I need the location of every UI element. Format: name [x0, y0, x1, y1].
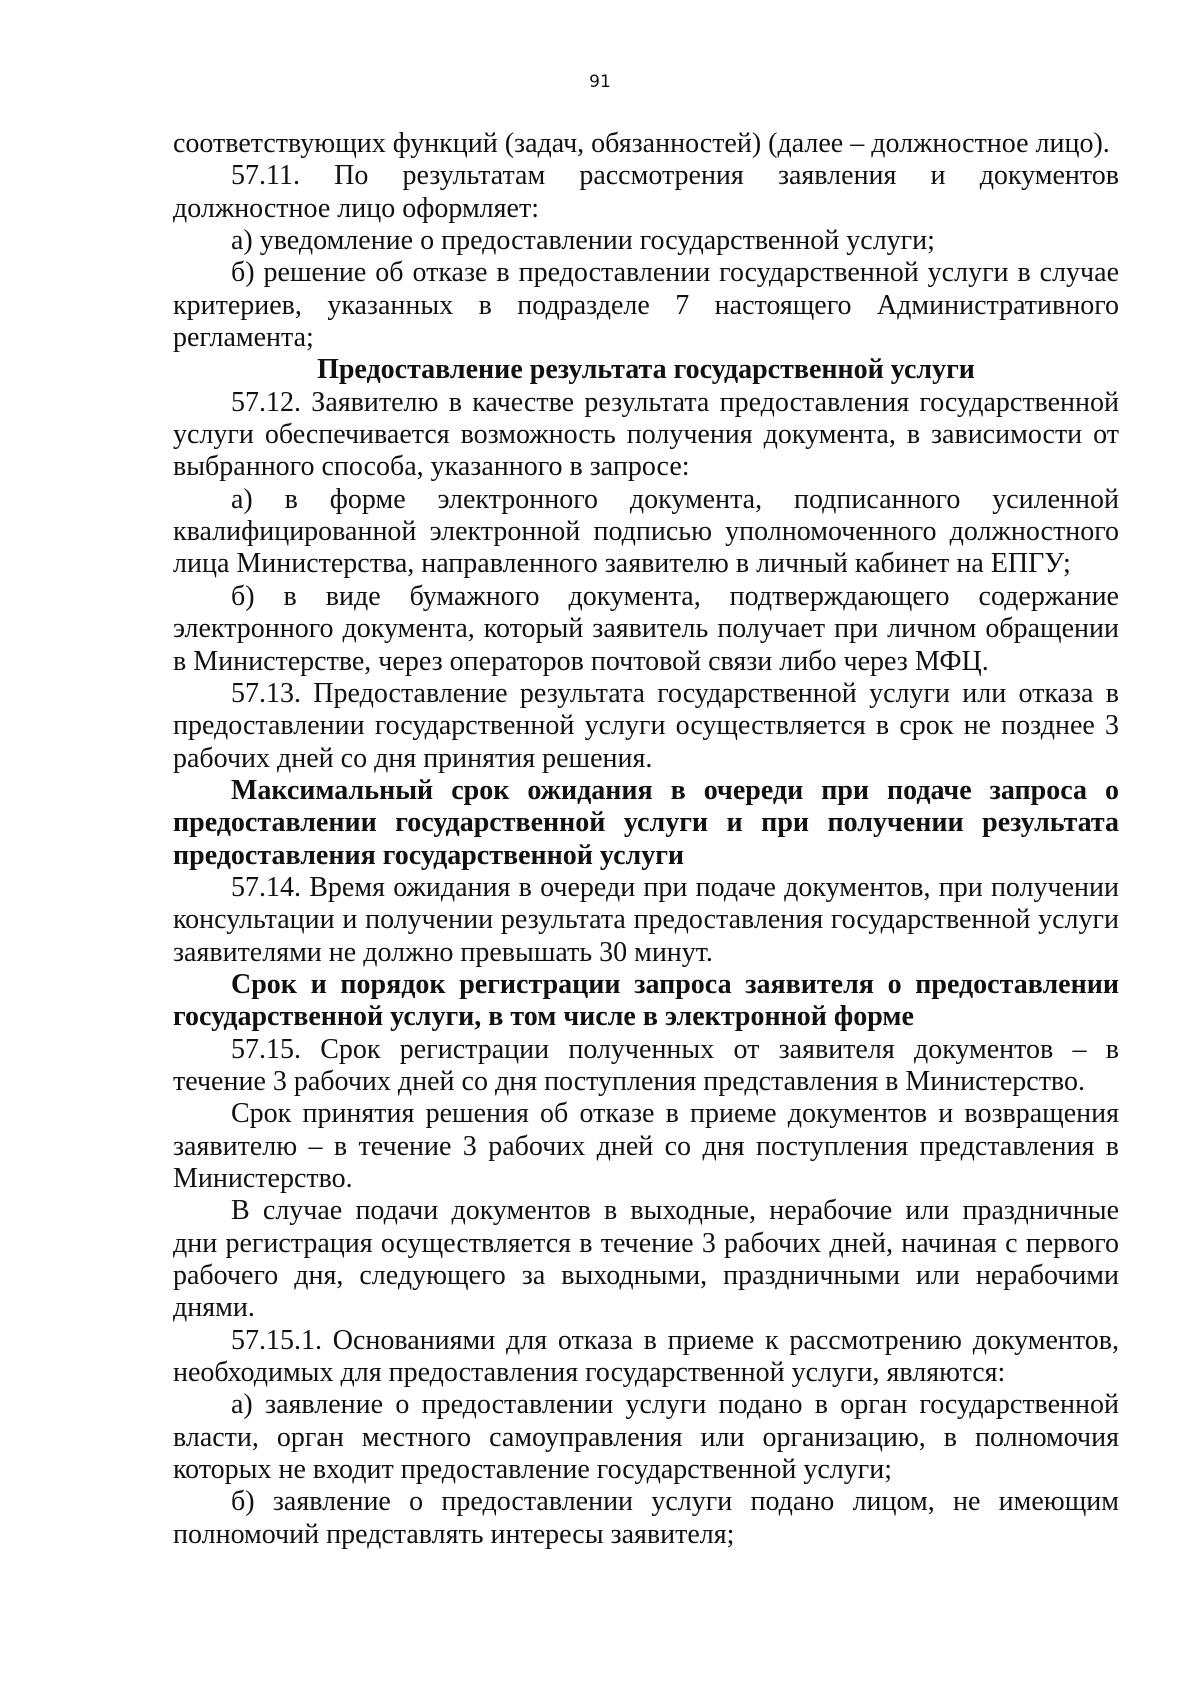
list-item-b-no-authority: б) заявление о предоставлении услуги подано лицом, не имеющим полномочий представлять интересы заявителя; [173, 1486, 1119, 1550]
paragraph-57-13: 57.13. Предоставление результата государственной услуги или отказа в предоставлении государственной услуги осуществляется в срок не позднее 3 рабочих дней со дня принятия решения. [173, 677, 1119, 774]
list-item-a-electronic-document: а) в форме электронного документа, подписанного усиленной квалифицированной электронной подписью уполномоченного должностного лица Министерства, направленного заявителю в личный кабинет на ЕПГУ; [173, 483, 1119, 580]
list-item-a-notification: а) уведомление о предоставлении государственной услуги; [231, 225, 935, 257]
paragraph-holiday-submission: В случае подачи документов в выходные, нерабочие или праздничные дни регистрация осуществляется в течение 3 рабочих дней, начиная с первого рабочего дня, следующего за выходными, праздничными или нерабочими днями. [173, 1195, 1119, 1324]
paragraph-57-11: 57.11. По результатам рассмотрения заявления и документов должностное лицо оформляет: [173, 160, 1119, 224]
page-number: 91 [589, 72, 611, 92]
list-item-b-paper-document: б) в виде бумажного документа, подтверждающего содержание электронного документа, который заявитель получает при личном обращении в Министерстве, через операторов почтовой связи либо через МФЦ. [173, 580, 1119, 677]
document-body [173, 128, 1119, 1551]
list-item-b-refusal-decision: б) решение об отказе в предоставлении государственной услуги в случае критериев, указанных в подразделе 7 настоящего Административного регламента; [173, 257, 1119, 354]
section-heading-max-waiting-time: Максимальный срок ожидания в очереди при подаче запроса о предоставлении государственной услуги и при получении результата предоставления государственной услуги [173, 774, 1119, 871]
paragraph-57-12: 57.12. Заявителю в качестве результата предоставления государственной услуги обеспечивается возможность получения документа, в зависимости от выбранного способа, указанного в запросе: [173, 386, 1119, 483]
section-heading-registration: Срок и порядок регистрации запроса заявителя о предоставлении государственной услуги, в том числе в электронной форме [173, 968, 1119, 1033]
paragraph-57-14: 57.14. Время ожидания в очереди при подаче документов, при получении консультации и получении результата предоставления государственной услуги заявителями не должно превышать 30 минут. [173, 871, 1119, 968]
paragraph-refusal-term: Срок принятия решения об отказе в приеме документов и возвращения заявителю – в течение 3 рабочих дней со дня поступления представления в Министерство. [173, 1098, 1119, 1194]
list-item-a-wrong-authority: а) заявление о предоставлении услуги подано в орган государственной власти, орган местного самоуправления или организацию, в полномочия которых не входит предоставление государственной услуги; [173, 1389, 1119, 1486]
paragraph-57-15: 57.15. Срок регистрации полученных от заявителя документов – в течение 3 рабочих дней со дня поступления представления в Министерство. [173, 1033, 1119, 1097]
section-heading-result-provision: Предоставление результата государственной услуги [317, 354, 975, 386]
paragraph-continuation: соответствующих функций (задач, обязанностей) (далее – должностное лицо). [173, 128, 1110, 159]
paragraph-57-15-1: 57.15.1. Основаниями для отказа в приеме к рассмотрению документов, необходимых для предоставления государственной услуги, являются: [173, 1324, 1119, 1389]
